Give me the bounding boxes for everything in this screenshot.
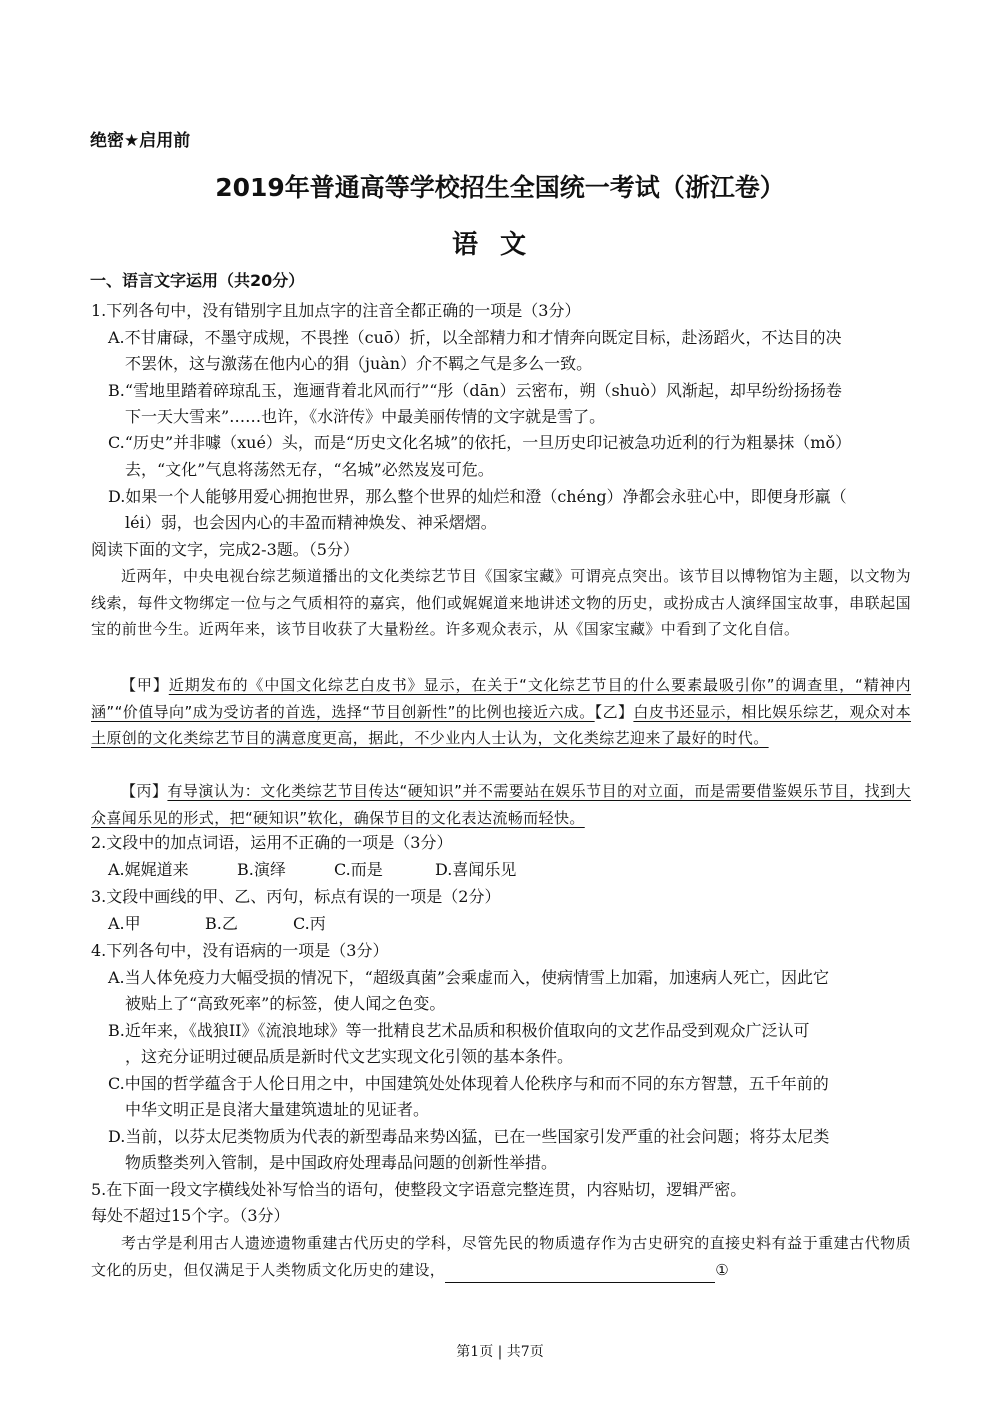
q5-passage-text: 考古学是利用古人遗迹遗物重建古代历史的学科，尽管先民的物质遗存作为古史研究的直接史料有益于重建古代物质文化的历史，但仅满足于人类物质文化历史的建设，	[91, 1234, 911, 1279]
q1-option-d: D.如果一个人能够用爱心拥抱世界，那么整个世界的灿烂和澄（chéng）净都会永驻心中，即便身形羸（	[108, 487, 847, 506]
reading-intro: 阅读下面的文字，完成2-3题。（5分）	[91, 540, 359, 559]
blank-number-mark: ①	[715, 1260, 730, 1279]
q3-options	[108, 913, 326, 935]
q1-option-c: C.“历史”并非噱（xué）头，而是“历史文化名城”的依托，一旦历史印记被急功近利的行为粗暴抹（mǒ）	[108, 433, 852, 452]
q2-option-a: A.娓娓道来	[108, 860, 189, 879]
q4-option-c-cont: 中华文明正是良渚大量建筑遗址的见证者。	[125, 1100, 430, 1119]
q4-option-d: D.当前，以芬太尼类物质为代表的新型毒品来势凶猛，已在一些国家引发严重的社会问题；将芬太尼类	[108, 1127, 830, 1146]
q4-option-a: A.当人体免疫力大幅受损的情况下，“超级真菌”会乘虚而入，使病情雪上加霜，加速病人死亡，因此它	[108, 968, 830, 987]
q2-option-b: B.演绎	[237, 860, 286, 879]
q3-option-b: B.乙	[205, 914, 238, 933]
subject-title: 语文	[451, 230, 548, 260]
q4-option-a-cont: 被贴上了“高致死率”的标签，使人闻之色变。	[125, 994, 446, 1013]
q1-stem: 1.下列各句中，没有错别字且加点字的注音全都正确的一项是（3分）	[91, 301, 581, 320]
reading-paragraph-1: 近两年，中央电视台综艺频道播出的文化类综艺节目《国家宝藏》可谓亮点突出。该节目以博物馆为主题，以文物为线索，每件文物绑定一位与之气质相符的嘉宾，他们或娓娓道来地讲述文物的历史，或扮成古人演绎国宝故事，串联起国宝的前世今生。近两年来，该节目收获了大量粉丝。许多观众表示，从《国家宝藏》中看到了文化自信。	[91, 567, 911, 638]
section-heading: 一、语言文字运用（共20分）	[90, 271, 305, 290]
q5-stem-cont: 每处不超过15个字。（3分）	[91, 1206, 290, 1225]
sentence-bing: 有导演认为：文化类综艺节目传达“硬知识”并不需要站在娱乐节目的对立面，而是需要借鉴娱乐节目，找到大众喜闻乐见的形式，把“硬知识”软化，确保节目的文化表达流畅而轻快。	[91, 782, 911, 827]
q3-option-c: C.丙	[293, 914, 326, 933]
reading-paragraph-3	[91, 778, 911, 831]
q1-option-b-cont: 下一天大雪来”……也许，《水浒传》中最美丽传情的文字就是雪了。	[125, 407, 606, 426]
q4-option-b-cont: ，这充分证明过硬品质是新时代文艺实现文化引领的基本条件。	[125, 1047, 574, 1066]
label-yi: 【乙】	[594, 702, 634, 721]
q2-option-c: C.而是	[334, 860, 383, 879]
q2-option-d: D.喜闻乐见	[435, 860, 517, 879]
q5-stem: 5.在下面一段文字横线处补写恰当的语句，使整段文字语意完整连贯，内容贴切，逻辑严密。	[91, 1180, 747, 1199]
q5-passage	[91, 1230, 911, 1283]
q4-option-c: C.中国的哲学蕴含于人伦日用之中，中国建筑处处体现着人伦秩序与和而不同的东方智慧，五千年前的	[108, 1074, 829, 1093]
reading-paragraph-2	[91, 672, 911, 752]
q2-options	[108, 859, 516, 881]
q3-option-a: A.甲	[108, 914, 141, 933]
q1-option-c-cont: 去，“文化”气息将荡然无存，“名城”必然岌岌可危。	[125, 460, 494, 479]
q2-stem: 2.文段中的加点词语，运用不正确的一项是（3分）	[91, 833, 453, 852]
q4-stem: 4.下列各句中，没有语病的一项是（3分）	[91, 941, 389, 960]
q1-option-d-cont: léi）弱，也会因内心的丰盈而精神焕发、神采熠熠。	[125, 513, 497, 532]
q1-option-a-cont: 不罢休，这与激荡在他内心的狷（juàn）介不羁之气是多么一致。	[125, 354, 593, 373]
exam-title: 2019年普通高等学校招生全国统一考试（浙江卷）	[215, 173, 785, 202]
confidential-label: 绝密★启用前	[90, 131, 191, 151]
page-footer: 第1页 | 共7页	[456, 1344, 544, 1360]
answer-blank-1[interactable]	[445, 1266, 715, 1283]
q4-option-b: B.近年来，《战狼II》《流浪地球》等一批精良艺术品质和积极价值取向的文艺作品受到观众广泛认可	[108, 1021, 810, 1040]
sentence-yi: 白皮书还显示，相比娱乐综艺，观众对本土原创的文化类综艺节目的满意度更高，据此，不少业内人士认为，文化类综艺迎来了最好的时代。	[91, 702, 912, 747]
q1-option-a: A.不甘庸碌，不墨守成规，不畏挫（cuō）折，以全部精力和才情奔向既定目标，赴汤蹈火，不达目的决	[108, 328, 842, 347]
sentence-jia: 近期发布的《中国文化综艺白皮书》显示，在关于“文化综艺节目的什么要素最吸引你”的调查里，“精神内涵”“价值导向”成为受访者的首选，选择“节目创新性”的比例也接近六成。	[91, 676, 911, 721]
q3-stem: 3.文段中画线的甲、乙、丙句，标点有误的一项是（2分）	[91, 887, 501, 906]
label-bing: 【丙】	[121, 782, 168, 800]
q4-option-d-cont: 物质整类列入管制，是中国政府处理毒品问题的创新性举措。	[125, 1153, 558, 1172]
label-jia: 【甲】	[121, 676, 169, 694]
q1-option-b: B.“雪地里踏着碎琼乱玉，迤逦背着北风而行”“彤（dān）云密布，朔（shuò）风渐起，却早纷纷扬扬卷	[108, 381, 842, 400]
